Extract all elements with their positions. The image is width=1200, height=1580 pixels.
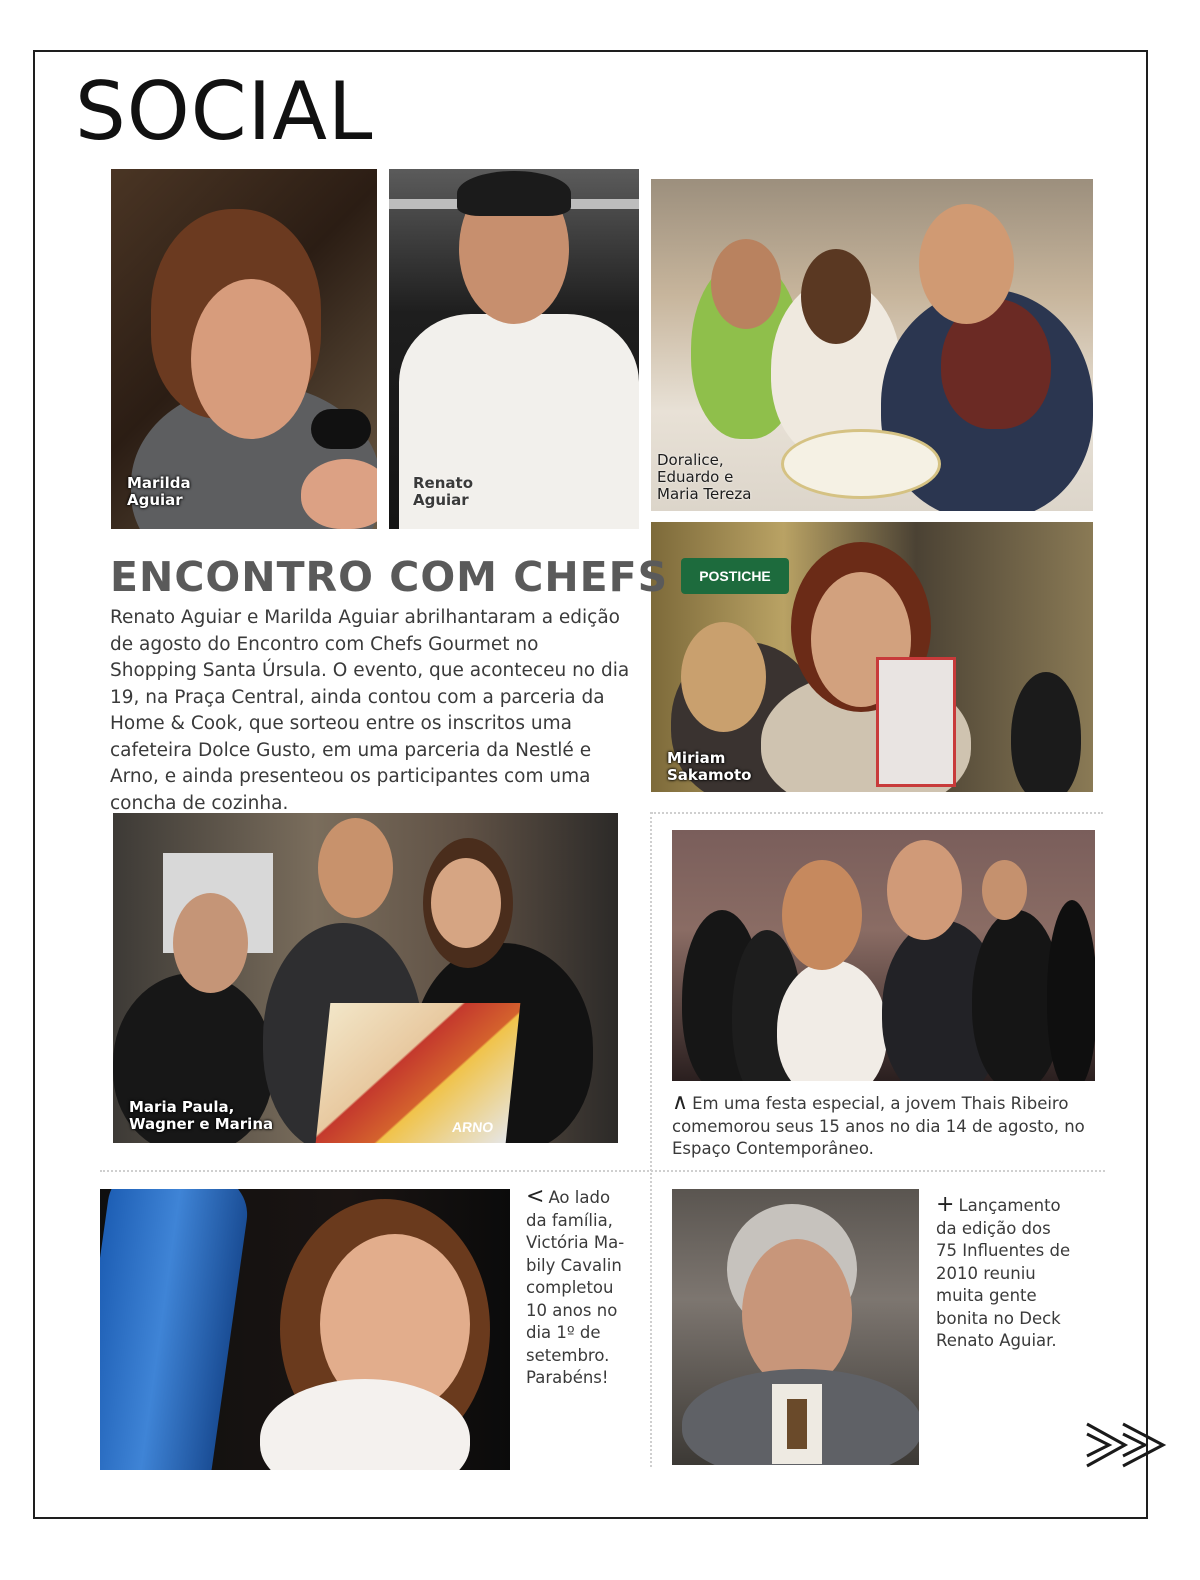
photo-caption: Marilda Aguiar [127,474,191,509]
photo-maria-paula-wagner-marina [113,813,618,1143]
gift-box: ARNO [316,1003,521,1143]
photo-doralice-eduardo-maria-tereza [651,179,1093,511]
caret-up-icon: ∧ [672,1090,689,1115]
row-divider [100,1170,1105,1172]
photo-caption: Miriam Sakamoto [667,749,752,784]
row-divider [651,812,1103,814]
plus-icon: + [936,1192,955,1217]
column-divider [650,812,652,1467]
photo-renato-aguiar [389,169,639,529]
caption-thais: ∧ Em uma festa especial, a jovem Thais Ribeiro comemorou seus 15 anos no dia 14 de agosto, no Espaço Contemporâneo. [672,1090,1085,1158]
next-page-arrow[interactable] [1085,1420,1167,1475]
photo-marilda-aguiar [111,169,377,529]
chevron-left-icon: < [526,1184,545,1209]
photo-miriam-sakamoto [651,522,1093,792]
double-chevron-right-icon [1085,1420,1167,1470]
article-body: Renato Aguiar e Marilda Aguiar abrilhantaram a edição de agosto do Encontro com Chefs Gourmet no Shopping Santa Úrsula. O evento, que aconteceu no dia 19, na Praça Central, ainda contou com a parceria da Home & Cook, que sorteou entre os inscritos uma cafeteira Dolce Gusto, em uma parceria da Nestlé e Arno, e ainda presenteou os participantes com uma concha de cozinha. [110,607,630,814]
photo-75-influentes [672,1189,919,1465]
photo-caption: Maria Paula, Wagner e Marina [129,1098,274,1133]
article-headline: ENCONTRO COM CHEFS [110,553,669,601]
photo-caption: Doralice, Eduardo e Maria Tereza [657,451,752,503]
section-title: SOCIAL [75,65,374,158]
caption-victoria: < Ao lado da família, Victória Ma-bily Cavalin completou 10 anos no dia 1º de setembro. Parabéns! [526,1184,625,1387]
photo-caption: Renato Aguiar [413,474,473,509]
shop-sign: POSTICHE [681,558,789,594]
caption-influentes: + Lançamento da edição dos 75 Influentes de 2010 reuniu muita gente bonita no Deck Renato Aguiar. [936,1192,1071,1350]
photo-thais-ribeiro [672,830,1095,1081]
photo-victoria-cavalin [100,1189,510,1470]
